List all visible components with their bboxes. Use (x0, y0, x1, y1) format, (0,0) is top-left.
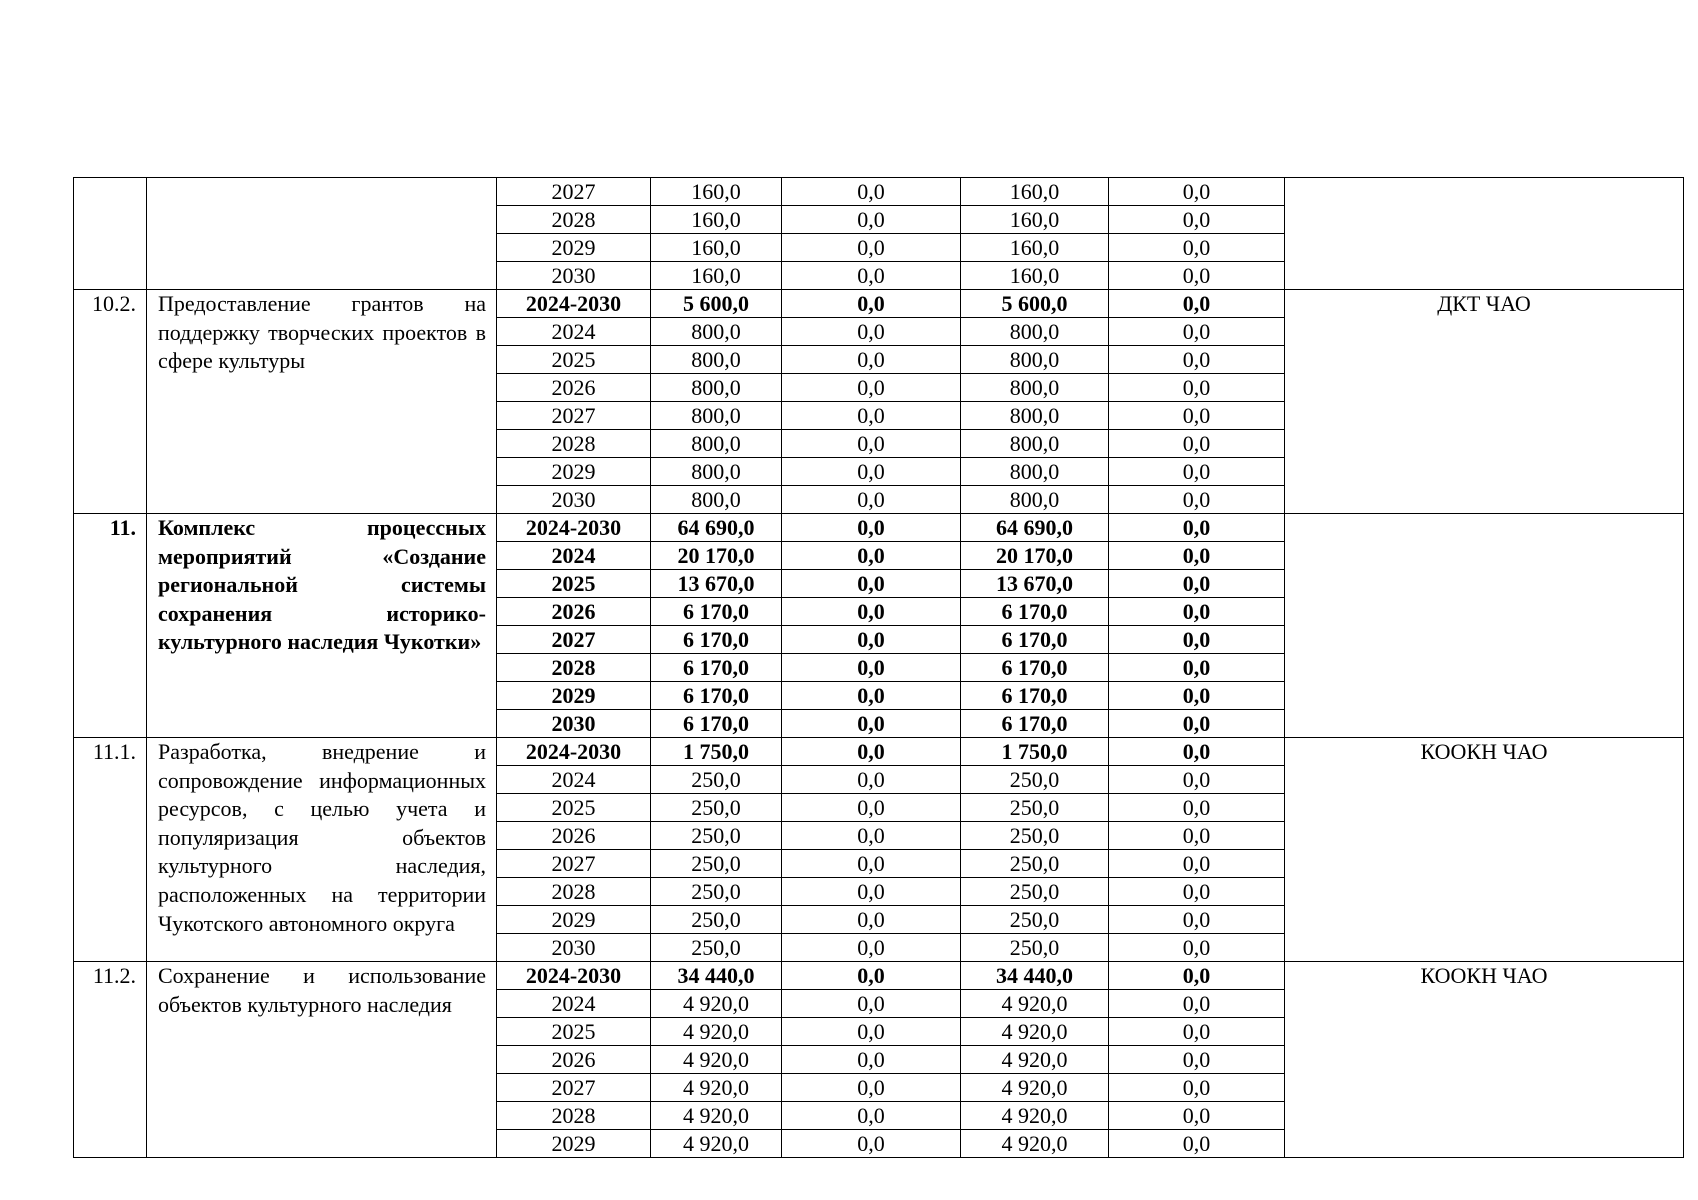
year-cell: 2028 (497, 206, 651, 234)
other-sources-cell: 0,0 (1109, 682, 1285, 710)
year-cell: 2028 (497, 654, 651, 682)
other-sources-cell: 0,0 (1109, 598, 1285, 626)
year-cell: 2026 (497, 374, 651, 402)
regional-budget-cell: 4 920,0 (961, 1018, 1109, 1046)
responsible-executor: КООКН ЧАО (1285, 738, 1684, 962)
federal-budget-cell: 0,0 (782, 570, 961, 598)
regional-budget-cell: 6 170,0 (961, 626, 1109, 654)
federal-budget-cell: 0,0 (782, 822, 961, 850)
other-sources-cell: 0,0 (1109, 1018, 1285, 1046)
regional-budget-cell: 4 920,0 (961, 1130, 1109, 1158)
year-cell: 2027 (497, 850, 651, 878)
total-cell: 64 690,0 (651, 514, 782, 542)
year-cell: 2025 (497, 1018, 651, 1046)
regional-budget-cell: 4 920,0 (961, 1046, 1109, 1074)
year-cell: 2027 (497, 626, 651, 654)
total-cell: 13 670,0 (651, 570, 782, 598)
year-cell: 2024-2030 (497, 962, 651, 990)
year-cell: 2029 (497, 1130, 651, 1158)
federal-budget-cell: 0,0 (782, 542, 961, 570)
total-cell: 800,0 (651, 458, 782, 486)
total-cell: 160,0 (651, 262, 782, 290)
responsible-executor: ДКТ ЧАО (1285, 290, 1684, 514)
federal-budget-cell: 0,0 (782, 626, 961, 654)
federal-budget-cell: 0,0 (782, 178, 961, 206)
regional-budget-cell: 250,0 (961, 878, 1109, 906)
regional-budget-cell: 64 690,0 (961, 514, 1109, 542)
total-cell: 160,0 (651, 206, 782, 234)
federal-budget-cell: 0,0 (782, 486, 961, 514)
regional-budget-cell: 160,0 (961, 262, 1109, 290)
year-cell: 2030 (497, 486, 651, 514)
year-cell: 2029 (497, 682, 651, 710)
total-cell: 250,0 (651, 934, 782, 962)
regional-budget-cell: 250,0 (961, 794, 1109, 822)
item-name: Сохранение и использование объектов культурного наследия (147, 962, 497, 1158)
federal-budget-cell: 0,0 (782, 262, 961, 290)
total-cell: 6 170,0 (651, 626, 782, 654)
regional-budget-cell: 5 600,0 (961, 290, 1109, 318)
year-cell: 2027 (497, 402, 651, 430)
regional-budget-cell: 800,0 (961, 458, 1109, 486)
item-number (74, 178, 147, 290)
federal-budget-cell: 0,0 (782, 346, 961, 374)
regional-budget-cell: 160,0 (961, 178, 1109, 206)
total-cell: 5 600,0 (651, 290, 782, 318)
responsible-executor (1285, 514, 1684, 738)
other-sources-cell: 0,0 (1109, 374, 1285, 402)
federal-budget-cell: 0,0 (782, 682, 961, 710)
other-sources-cell: 0,0 (1109, 514, 1285, 542)
federal-budget-cell: 0,0 (782, 878, 961, 906)
federal-budget-cell: 0,0 (782, 962, 961, 990)
regional-budget-cell: 800,0 (961, 430, 1109, 458)
year-cell: 2024 (497, 542, 651, 570)
federal-budget-cell: 0,0 (782, 710, 961, 738)
federal-budget-cell: 0,0 (782, 906, 961, 934)
federal-budget-cell: 0,0 (782, 1074, 961, 1102)
year-cell: 2030 (497, 262, 651, 290)
table-row (74, 178, 1684, 206)
other-sources-cell: 0,0 (1109, 542, 1285, 570)
item-name: Комплекс процессных мероприятий «Создание региональной системы сохранения историко-культурного наследия Чукотки» (147, 514, 497, 738)
total-cell: 4 920,0 (651, 1102, 782, 1130)
table-row (74, 962, 1684, 990)
federal-budget-cell: 0,0 (782, 290, 961, 318)
federal-budget-cell: 0,0 (782, 934, 961, 962)
other-sources-cell: 0,0 (1109, 1046, 1285, 1074)
federal-budget-cell: 0,0 (782, 234, 961, 262)
item-number: 11.1. (74, 738, 147, 962)
federal-budget-cell: 0,0 (782, 1018, 961, 1046)
federal-budget-cell: 0,0 (782, 318, 961, 346)
other-sources-cell: 0,0 (1109, 794, 1285, 822)
total-cell: 4 920,0 (651, 1046, 782, 1074)
total-cell: 6 170,0 (651, 682, 782, 710)
federal-budget-cell: 0,0 (782, 1046, 961, 1074)
total-cell: 800,0 (651, 486, 782, 514)
regional-budget-cell: 4 920,0 (961, 1074, 1109, 1102)
total-cell: 800,0 (651, 346, 782, 374)
item-number: 11. (74, 514, 147, 738)
federal-budget-cell: 0,0 (782, 654, 961, 682)
total-cell: 6 170,0 (651, 598, 782, 626)
total-cell: 250,0 (651, 766, 782, 794)
regional-budget-cell: 6 170,0 (961, 654, 1109, 682)
other-sources-cell: 0,0 (1109, 430, 1285, 458)
other-sources-cell: 0,0 (1109, 178, 1285, 206)
total-cell: 1 750,0 (651, 738, 782, 766)
table-row (74, 514, 1684, 542)
other-sources-cell: 0,0 (1109, 962, 1285, 990)
total-cell: 160,0 (651, 234, 782, 262)
federal-budget-cell: 0,0 (782, 850, 961, 878)
other-sources-cell: 0,0 (1109, 1074, 1285, 1102)
regional-budget-cell: 4 920,0 (961, 1102, 1109, 1130)
table-row (74, 738, 1684, 766)
other-sources-cell: 0,0 (1109, 570, 1285, 598)
other-sources-cell: 0,0 (1109, 1102, 1285, 1130)
other-sources-cell: 0,0 (1109, 458, 1285, 486)
total-cell: 800,0 (651, 430, 782, 458)
year-cell: 2026 (497, 1046, 651, 1074)
federal-budget-cell: 0,0 (782, 458, 961, 486)
other-sources-cell: 0,0 (1109, 738, 1285, 766)
regional-budget-cell: 6 170,0 (961, 682, 1109, 710)
year-cell: 2030 (497, 934, 651, 962)
other-sources-cell: 0,0 (1109, 822, 1285, 850)
item-name: Разработка, внедрение и сопровождение информационных ресурсов, с целью учета и популяризация объектов культурного наследия, расположенных на территории Чукотского автономного округа (147, 738, 497, 962)
total-cell: 34 440,0 (651, 962, 782, 990)
federal-budget-cell: 0,0 (782, 402, 961, 430)
year-cell: 2025 (497, 794, 651, 822)
year-cell: 2024 (497, 990, 651, 1018)
other-sources-cell: 0,0 (1109, 346, 1285, 374)
item-name: Предоставление грантов на поддержку творческих проектов в сфере культуры (147, 290, 497, 514)
regional-budget-cell: 1 750,0 (961, 738, 1109, 766)
total-cell: 4 920,0 (651, 1018, 782, 1046)
regional-budget-cell: 250,0 (961, 850, 1109, 878)
total-cell: 6 170,0 (651, 710, 782, 738)
year-cell: 2026 (497, 598, 651, 626)
total-cell: 250,0 (651, 878, 782, 906)
year-cell: 2026 (497, 822, 651, 850)
year-cell: 2029 (497, 234, 651, 262)
regional-budget-cell: 250,0 (961, 766, 1109, 794)
other-sources-cell: 0,0 (1109, 850, 1285, 878)
year-cell: 2028 (497, 1102, 651, 1130)
other-sources-cell: 0,0 (1109, 318, 1285, 346)
year-cell: 2024 (497, 766, 651, 794)
federal-budget-cell: 0,0 (782, 738, 961, 766)
year-cell: 2024-2030 (497, 290, 651, 318)
other-sources-cell: 0,0 (1109, 234, 1285, 262)
regional-budget-cell: 160,0 (961, 206, 1109, 234)
year-cell: 2029 (497, 458, 651, 486)
table-row (74, 290, 1684, 318)
other-sources-cell: 0,0 (1109, 654, 1285, 682)
year-cell: 2030 (497, 710, 651, 738)
item-number: 10.2. (74, 290, 147, 514)
total-cell: 160,0 (651, 178, 782, 206)
financing-table (73, 177, 1684, 1158)
total-cell: 250,0 (651, 906, 782, 934)
other-sources-cell: 0,0 (1109, 402, 1285, 430)
item-number: 11.2. (74, 962, 147, 1158)
regional-budget-cell: 800,0 (961, 486, 1109, 514)
other-sources-cell: 0,0 (1109, 290, 1285, 318)
responsible-executor: КООКН ЧАО (1285, 962, 1684, 1158)
total-cell: 4 920,0 (651, 1074, 782, 1102)
item-name (147, 178, 497, 290)
other-sources-cell: 0,0 (1109, 766, 1285, 794)
year-cell: 2027 (497, 178, 651, 206)
federal-budget-cell: 0,0 (782, 430, 961, 458)
year-cell: 2024 (497, 318, 651, 346)
year-cell: 2025 (497, 346, 651, 374)
total-cell: 4 920,0 (651, 990, 782, 1018)
other-sources-cell: 0,0 (1109, 626, 1285, 654)
year-cell: 2024-2030 (497, 738, 651, 766)
responsible-executor (1285, 178, 1684, 290)
other-sources-cell: 0,0 (1109, 710, 1285, 738)
total-cell: 6 170,0 (651, 654, 782, 682)
year-cell: 2029 (497, 906, 651, 934)
other-sources-cell: 0,0 (1109, 906, 1285, 934)
federal-budget-cell: 0,0 (782, 598, 961, 626)
federal-budget-cell: 0,0 (782, 1102, 961, 1130)
total-cell: 800,0 (651, 374, 782, 402)
federal-budget-cell: 0,0 (782, 514, 961, 542)
other-sources-cell: 0,0 (1109, 1130, 1285, 1158)
regional-budget-cell: 4 920,0 (961, 990, 1109, 1018)
financing-table-body (74, 178, 1684, 1158)
regional-budget-cell: 160,0 (961, 234, 1109, 262)
other-sources-cell: 0,0 (1109, 206, 1285, 234)
federal-budget-cell: 0,0 (782, 1130, 961, 1158)
total-cell: 20 170,0 (651, 542, 782, 570)
total-cell: 800,0 (651, 402, 782, 430)
other-sources-cell: 0,0 (1109, 990, 1285, 1018)
total-cell: 250,0 (651, 794, 782, 822)
federal-budget-cell: 0,0 (782, 990, 961, 1018)
total-cell: 250,0 (651, 822, 782, 850)
federal-budget-cell: 0,0 (782, 374, 961, 402)
year-cell: 2028 (497, 878, 651, 906)
regional-budget-cell: 250,0 (961, 934, 1109, 962)
other-sources-cell: 0,0 (1109, 262, 1285, 290)
regional-budget-cell: 250,0 (961, 822, 1109, 850)
year-cell: 2027 (497, 1074, 651, 1102)
federal-budget-cell: 0,0 (782, 766, 961, 794)
regional-budget-cell: 6 170,0 (961, 598, 1109, 626)
year-cell: 2025 (497, 570, 651, 598)
regional-budget-cell: 800,0 (961, 318, 1109, 346)
regional-budget-cell: 34 440,0 (961, 962, 1109, 990)
regional-budget-cell: 6 170,0 (961, 710, 1109, 738)
total-cell: 250,0 (651, 850, 782, 878)
federal-budget-cell: 0,0 (782, 206, 961, 234)
other-sources-cell: 0,0 (1109, 934, 1285, 962)
regional-budget-cell: 800,0 (961, 374, 1109, 402)
regional-budget-cell: 13 670,0 (961, 570, 1109, 598)
regional-budget-cell: 800,0 (961, 402, 1109, 430)
total-cell: 800,0 (651, 318, 782, 346)
regional-budget-cell: 20 170,0 (961, 542, 1109, 570)
other-sources-cell: 0,0 (1109, 878, 1285, 906)
regional-budget-cell: 250,0 (961, 906, 1109, 934)
regional-budget-cell: 800,0 (961, 346, 1109, 374)
year-cell: 2024-2030 (497, 514, 651, 542)
federal-budget-cell: 0,0 (782, 794, 961, 822)
total-cell: 4 920,0 (651, 1130, 782, 1158)
year-cell: 2028 (497, 430, 651, 458)
other-sources-cell: 0,0 (1109, 486, 1285, 514)
